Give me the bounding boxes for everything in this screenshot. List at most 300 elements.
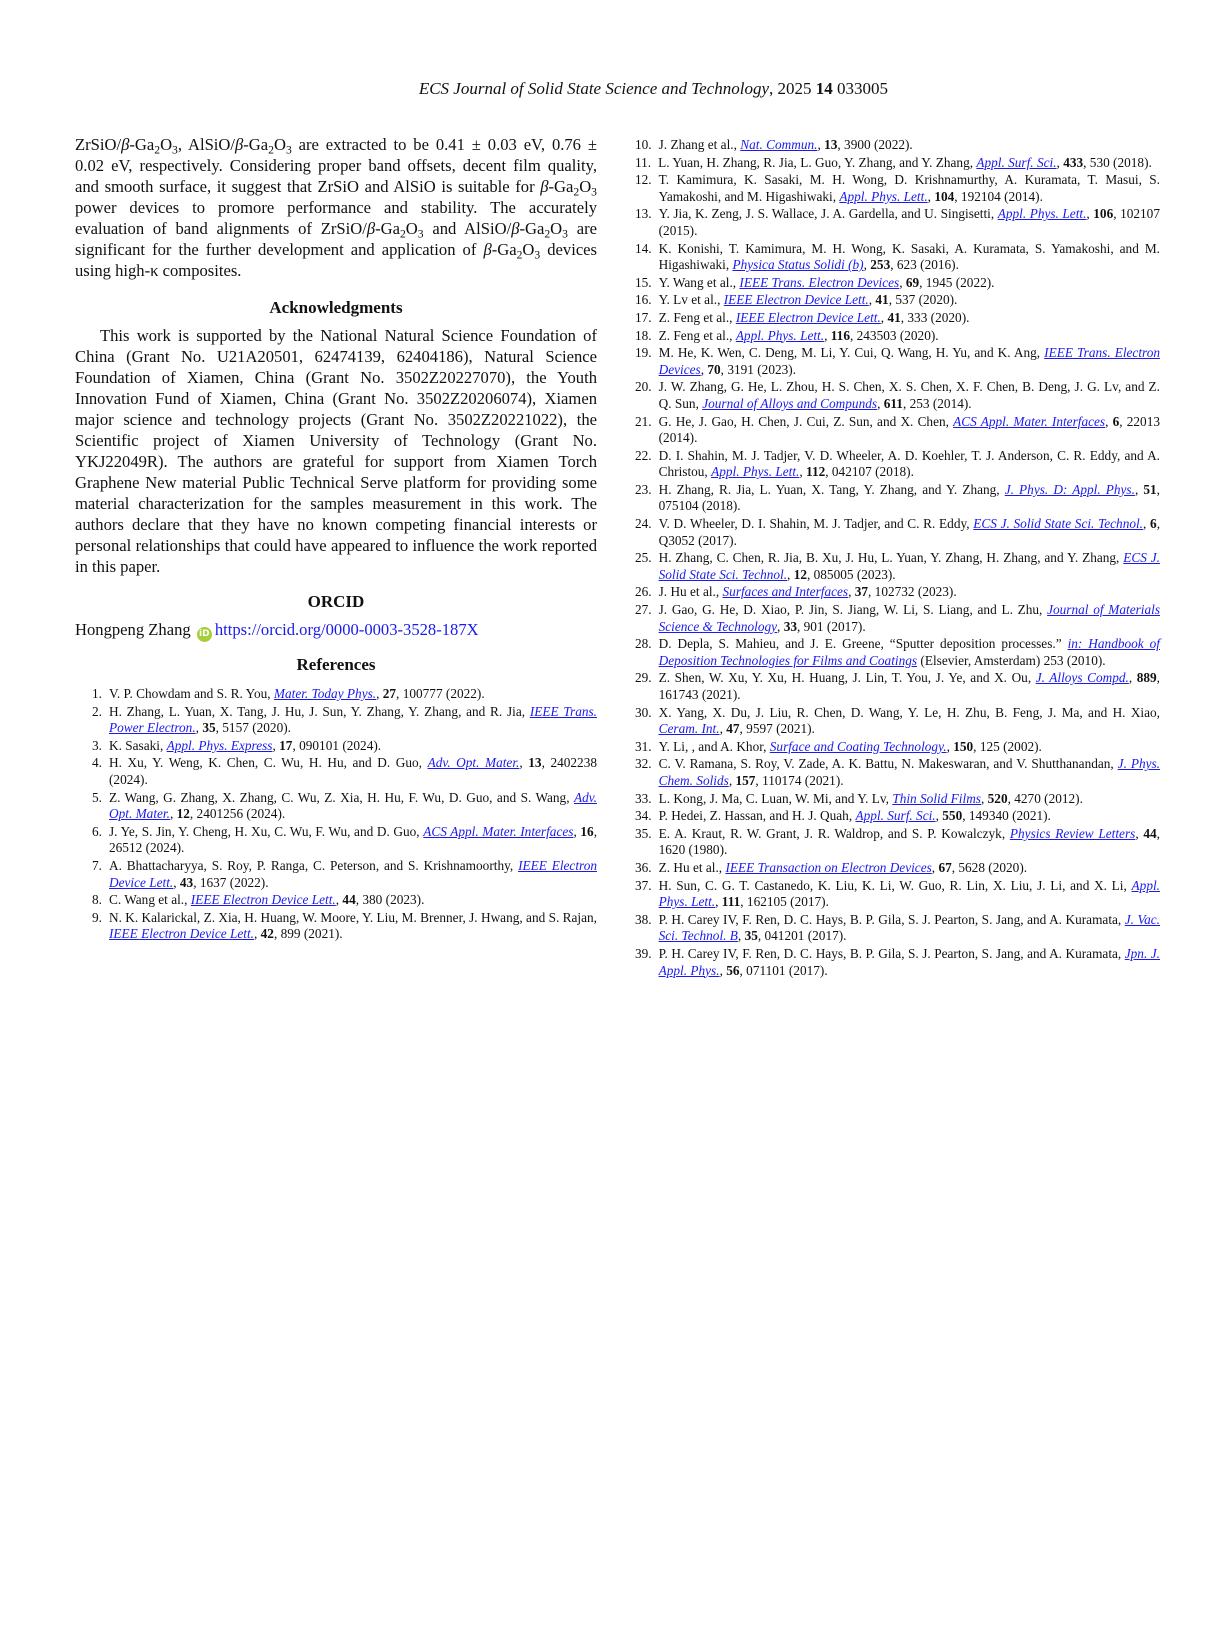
reference-item <box>635 206 1160 239</box>
reference-journal-link[interactable]: Journal of Materials Science & Technology <box>658 602 1160 634</box>
reference-number: 32. <box>635 756 652 772</box>
reference-authors: Y. Lv et al., <box>658 292 724 308</box>
reference-text <box>659 292 1160 309</box>
reference-volume: 44 <box>342 892 356 908</box>
reference-text <box>109 790 597 823</box>
reference-item <box>635 584 1160 601</box>
reference-item <box>635 155 1160 172</box>
reference-authors: K. Konishi, T. Kamimura, M. H. Wong, K. Sasaki, A. Kuramata, S. Yamakoshi, and M. Higashiwaki, <box>658 240 1160 273</box>
reference-number: 2. <box>92 703 102 719</box>
reference-pages-year: , 102107 (2015). <box>658 206 1160 238</box>
reference-authors: Y. Wang et al., <box>658 274 740 290</box>
reference-number: 28. <box>635 636 652 652</box>
reference-pages-year: , 192104 (2014). <box>954 188 1043 204</box>
reference-number: 18. <box>635 327 652 343</box>
reference-separator: , <box>1105 413 1113 429</box>
reference-number: 34. <box>635 808 652 824</box>
reference-pages-year: , 380 (2023). <box>355 892 425 908</box>
reference-volume: 104 <box>934 188 955 204</box>
reference-authors: V. P. Chowdam and S. R. You, <box>109 686 274 701</box>
reference-volume: 6 <box>1150 516 1157 532</box>
reference-volume: 70 <box>707 361 721 377</box>
references-title: References <box>296 655 376 674</box>
reference-pages-year: , 899 (2021). <box>273 926 343 942</box>
reference-volume: 550 <box>942 808 963 824</box>
reference-number: 29. <box>635 670 652 686</box>
reference-authors: H. Zhang, C. Chen, R. Jia, B. Xu, J. Hu, L. Yuan, Y. Zhang, H. Zhang, and Y. Zhang, <box>658 550 1124 566</box>
reference-volume: 6 <box>1112 413 1120 429</box>
conclusion-paragraph: ZrSiO/$\beta-Ga_2O_3$, AlSiO/$\beta-Ga_2O_3$ are extracted to be 0.41 ± 0.03 eV, 0.76 ± 0.02 eV, respectively. Considering proper band offsets, decent film quality, and smooth surface, it suggest that ZrSiO and AlSiO is suitable for $\beta-Ga_2O_3$ power devices to promore performance and stability. The accurately evaluation of band alignments of ZrSiO/$\beta-Ga_2O_3$ and AlSiO/$\beta-Ga_2O_3$ are significant for the further development and application of $\beta-Ga_2O_3$ devices using high-κ composites. <box>75 135 598 280</box>
references-list-right <box>635 137 1160 979</box>
reference-journal-link[interactable]: ACS Appl. Mater. Interfaces <box>953 413 1106 429</box>
reference-pages-year: , 110174 (2021). <box>755 772 844 788</box>
reference-number: 25. <box>635 550 652 566</box>
reference-separator: , <box>728 772 736 788</box>
reference-authors: Z. Shen, W. Xu, Y. Xu, H. Huang, J. Lin, T. You, J. Ye, and X. Ou, <box>658 670 1036 686</box>
journal-year: , 2025 <box>769 79 816 98</box>
reference-journal-link[interactable]: ECS J. Solid State Sci. Technol. <box>658 550 1160 582</box>
reference-volume: 116 <box>830 327 850 343</box>
reference-text <box>109 755 597 788</box>
reference-number: 39. <box>635 945 652 961</box>
reference-pages-year: , 253 (2014). <box>902 395 972 411</box>
reference-journal-link[interactable]: Jpn. J. Appl. Phys. <box>658 945 1160 978</box>
reference-journal-link[interactable]: IEEE Electron Device Lett. <box>109 926 254 942</box>
reference-volume: 106 <box>1093 206 1114 222</box>
reference-authors: J. Hu et al., <box>658 584 723 600</box>
reference-item <box>75 755 597 788</box>
reference-journal-link[interactable]: IEEE Electron Device Lett. <box>109 857 597 890</box>
reference-separator: , <box>253 926 261 942</box>
reference-journal-link[interactable]: Adv. Opt. Mater. <box>427 755 520 771</box>
reference-volume: 33 <box>783 618 797 634</box>
reference-separator: , <box>935 808 943 824</box>
reference-text <box>659 414 1160 447</box>
reference-text <box>659 670 1160 703</box>
conclusion-text-1: are extracted to be 0.41 ± 0.03 eV, 0.76 ± 0.02 eV, respectively. Considering proper band offsets, decent film quality, and smooth surface, it suggest that ZrSiO and AlSiO is suitable for <box>75 135 597 196</box>
reference-pages-year: , 1945 (2022). <box>919 274 995 290</box>
reference-item <box>635 636 1160 669</box>
reference-journal-link[interactable]: Appl. Phys. Lett. <box>711 464 800 480</box>
reference-separator: , <box>335 892 343 908</box>
reference-number: 15. <box>635 274 652 290</box>
reference-journal-link[interactable]: IEEE Electron Device Lett. <box>723 292 869 308</box>
reference-volume: 43 <box>179 874 194 890</box>
reference-text <box>659 860 1160 877</box>
reference-pages-year: , 041201 (2017). <box>757 928 847 944</box>
reference-item <box>75 824 597 857</box>
reference-item <box>635 137 1160 154</box>
reference-text <box>659 241 1160 274</box>
reference-number: 22. <box>635 447 652 463</box>
reference-volume: 611 <box>883 395 903 411</box>
reference-pages-year: , Q3052 (2017). <box>658 516 1161 548</box>
reference-authors: P. H. Carey IV, F. Ren, D. C. Hays, B. P. Gila, S. J. Pearton, S. Jang, and A. Kuramata, <box>658 911 1125 927</box>
reference-volume: 51 <box>1143 481 1157 497</box>
reference-journal-link[interactable]: Surface and Coating Technology. <box>769 738 947 754</box>
reference-authors: G. He, J. Gao, H. Chen, J. Cui, Z. Sun, and X. Chen, <box>658 413 954 429</box>
reference-text <box>109 738 597 755</box>
article-number: 033005 <box>832 79 888 98</box>
reference-separator: , <box>719 721 727 737</box>
reference-text <box>659 379 1160 412</box>
reference-item <box>635 756 1160 789</box>
reference-separator: , <box>376 686 383 701</box>
reference-separator: , <box>824 327 831 343</box>
reference-volume: 12 <box>176 806 190 822</box>
reference-text <box>109 910 597 943</box>
reference-item <box>75 704 597 737</box>
reference-authors: A. Bhattacharyya, S. Roy, P. Ranga, C. Peterson, and S. Krishnamoorthy, <box>109 857 519 873</box>
reference-separator: , <box>519 755 529 771</box>
reference-number: 12. <box>635 172 652 188</box>
reference-pages-year: , 2401256 (2024). <box>189 806 286 822</box>
reference-number: 11. <box>635 154 652 170</box>
reference-item <box>635 516 1160 549</box>
reference-separator: , <box>868 292 876 308</box>
reference-item <box>635 310 1160 327</box>
reference-journal-link[interactable]: ACS Appl. Mater. Interfaces <box>423 823 574 839</box>
reference-volume: 112 <box>806 464 826 480</box>
reference-journal-link[interactable]: Ceram. Int. <box>658 721 720 737</box>
reference-authors: M. He, K. Wen, C. Deng, M. Li, Y. Cui, Q. Wang, H. Yu, and K. Ang, <box>658 345 1045 361</box>
reference-separator: , <box>946 738 954 754</box>
reference-authors: P. H. Carey IV, F. Ren, D. C. Hays, B. P. Gila, S. J. Pearton, S. Jang, and A. Kuramata, <box>658 945 1125 961</box>
reference-item <box>635 172 1160 205</box>
reference-separator: , <box>1128 670 1137 686</box>
reference-volume: 13 <box>824 137 838 152</box>
reference-text <box>659 826 1160 859</box>
reference-journal-link[interactable]: IEEE Electron Device Lett. <box>190 892 336 908</box>
reference-pages-year: , 3900 (2022). <box>837 137 913 152</box>
conclusion-text-4: devices using high-κ composites. <box>75 240 598 280</box>
reference-volume: 157 <box>735 772 756 788</box>
reference-pages-year: , 26512 (2024). <box>109 823 598 856</box>
reference-separator: , <box>1143 516 1151 532</box>
reference-item <box>635 448 1160 481</box>
reference-pages-year: , 075104 (2018). <box>658 481 1160 514</box>
reference-authors: H. Sun, C. G. T. Castanedo, K. Liu, K. Li, W. Guo, R. Lin, X. Liu, J. Li, and X. Li, <box>658 877 1132 893</box>
reference-item <box>635 791 1160 808</box>
reference-separator: , <box>787 566 794 582</box>
reference-journal-link[interactable]: J. Alloys Compd. <box>1035 670 1129 686</box>
reference-journal-link[interactable]: J. Vac. Sci. Technol. B <box>658 911 1160 944</box>
reference-separator: , <box>169 806 177 822</box>
reference-item <box>75 910 597 943</box>
reference-separator: , <box>877 395 884 411</box>
reference-pages-year: , 149340 (2021). <box>962 808 1051 824</box>
reference-text <box>659 172 1160 205</box>
orcid-icon: iD <box>197 627 212 642</box>
reference-volume: 37 <box>854 584 869 600</box>
reference-text <box>659 448 1160 481</box>
reference-text <box>659 739 1160 756</box>
reference-number: 6. <box>92 823 102 839</box>
reference-text <box>659 310 1160 327</box>
reference-text <box>658 155 1160 172</box>
reference-authors: Z. Hu et al., <box>658 859 726 875</box>
reference-pages-year: , 22013 (2014). <box>658 413 1161 446</box>
reference-item <box>635 550 1160 583</box>
reference-pages-year: , 4270 (2012). <box>1007 790 1083 806</box>
reference-authors: D. I. Shahin, M. J. Tadjer, V. D. Wheeler, A. D. Koehler, T. J. Anderson, C. R. Eddy, and A. Christou, <box>658 447 1160 480</box>
reference-pages-year: , 3191 (2023). <box>720 361 797 377</box>
reference-authors: C. Wang et al., <box>109 892 191 908</box>
reference-text <box>659 791 1160 808</box>
reference-volume: 889 <box>1136 670 1157 686</box>
reference-number: 36. <box>635 859 652 875</box>
reference-journal-link[interactable]: Physics Review Letters <box>1009 825 1136 841</box>
right-column <box>635 137 1160 980</box>
reference-journal-link[interactable]: IEEE Electron Device Lett. <box>735 309 881 325</box>
reference-pages-year: , 162105 (2017). <box>740 894 829 910</box>
reference-pages-year: , 085005 (2023). <box>806 566 896 582</box>
reference-pages-year: , 1637 (2022). <box>193 874 269 890</box>
reference-text <box>109 892 597 909</box>
reference-item <box>635 912 1160 945</box>
reference-number: 27. <box>635 602 652 618</box>
reference-pages-year: , 243503 (2020). <box>849 327 939 343</box>
reference-pages-year: , 125 (2002). <box>973 738 1042 754</box>
reference-journal-link[interactable]: IEEE Trans. Electron Devices <box>658 345 1160 377</box>
reference-number: 38. <box>635 911 652 927</box>
reference-authors: T. Kamimura, K. Sasaki, M. H. Wong, D. Krishnamurthy, A. Kuramata, T. Masui, S. Yamakoshi, and M. Higashiwaki, <box>658 172 1160 204</box>
reference-journal-link[interactable]: Nat. Commun. <box>740 137 818 152</box>
reference-item <box>75 892 597 909</box>
reference-number: 33. <box>635 790 652 806</box>
reference-text <box>659 584 1160 601</box>
reference-authors: H. Xu, Y. Weng, K. Chen, C. Wu, H. Hu, and D. Guo, <box>109 755 428 771</box>
reference-pages-year: , 090101 (2024). <box>292 737 382 753</box>
reference-separator: , <box>1056 154 1064 170</box>
reference-pages-year: , 5628 (2020). <box>951 859 1028 875</box>
reference-volume: 17 <box>279 737 293 753</box>
reference-pages-year: , 5157 (2020). <box>215 720 291 736</box>
reference-authors: V. D. Wheeler, D. I. Shahin, M. J. Tadjer, and C. R. Eddy, <box>658 516 974 532</box>
reference-authors: H. Zhang, L. Yuan, X. Tang, J. Hu, J. Sun, Y. Zhang, Y. Zhang, and R. Jia, <box>109 703 530 719</box>
reference-pages-year: , 537 (2020). <box>888 292 958 308</box>
reference-number: 37. <box>635 877 652 893</box>
reference-journal-link[interactable]: Physica Status Solidi (b) <box>732 257 864 273</box>
reference-authors: X. Yang, X. Du, J. Liu, R. Chen, D. Wang, Y. Le, H. Zhu, B. Feng, J. Ma, and H. Xiao, <box>658 704 1160 720</box>
reference-number: 26. <box>635 584 652 600</box>
reference-number: 9. <box>92 909 102 925</box>
reference-authors: H. Zhang, R. Jia, L. Yuan, X. Tang, Y. Zhang, and Y. Zhang, <box>658 481 1005 497</box>
reference-authors: C. V. Ramana, S. Roy, V. Zade, A. K. Battu, N. Makeswaran, and V. Shutthanandan, <box>658 756 1118 772</box>
reference-volume: 42 <box>260 926 274 942</box>
reference-item <box>635 826 1160 859</box>
reference-volume: 150 <box>953 738 974 754</box>
reference-separator: , <box>899 274 906 290</box>
reference-text <box>659 878 1160 911</box>
reference-journal-link[interactable]: Appl. Phys. Express <box>166 737 273 753</box>
reference-pages-year: , 071101 (2017). <box>739 962 828 978</box>
reference-volume: 253 <box>870 257 891 273</box>
reference-separator: , <box>700 361 708 377</box>
reference-separator: , <box>719 962 727 978</box>
reference-separator: , <box>799 464 807 480</box>
orcid-link[interactable]: https://orcid.org/0000-0003-3528-187X <box>214 620 479 639</box>
reference-item <box>75 686 597 703</box>
journal-volume: 14 <box>815 79 833 98</box>
reference-authors: Z. Feng et al., <box>658 309 736 325</box>
reference-authors: P. Hedei, Z. Hassan, and H. J. Quah, <box>658 808 856 824</box>
reference-text <box>109 704 597 737</box>
reference-journal-link[interactable]: J. Phys. D: Appl. Phys. <box>1004 481 1135 497</box>
reference-item <box>75 790 597 823</box>
reference-authors: K. Sasaki, <box>109 737 167 753</box>
conclusion-and: and <box>432 219 457 238</box>
reference-separator: , <box>737 928 745 944</box>
reference-number: 10. <box>635 137 652 152</box>
reference-text <box>659 482 1160 515</box>
reference-separator: , <box>195 720 203 736</box>
reference-item <box>635 328 1160 345</box>
reference-journal-link[interactable]: ECS J. Solid State Sci. Technol. <box>973 516 1144 532</box>
reference-number: 31. <box>635 738 652 754</box>
reference-text <box>659 206 1160 239</box>
orcid-author-name: Hongpeng Zhang <box>75 620 191 639</box>
reference-separator: , <box>980 790 988 806</box>
acknowledgments-text: This work is supported by the National Natural Science Foundation of China (Grant No. U21A20501, 62474139, 62404186), Natural Science Foundation of Xiamen, China (Grant No. 3502Z20227070), the Youth Innovation Fund of Xiamen, China (Grant No. 3502Z20206074), Xiamen major science and technology projects (Grant No. 3502Z20221022), the Scientific project of Xiamen University of Technology (Grant No. YKJ22049R). The authors are grateful for support from Xiamen Torch Graphene New material Public Technical Serve platform for providing some material characterization for the samples measurement in this work. The authors declare that they have no known competing financial interests or personal relationships that could have appeared to influence the work reported in this paper. <box>75 326 597 576</box>
acknowledgments-title: Acknowledgments <box>269 298 403 317</box>
reference-journal-link[interactable]: Appl. Phys. Lett. <box>658 877 1160 910</box>
reference-volume: 13 <box>528 755 542 771</box>
reference-item <box>635 292 1160 309</box>
reference-number: 21. <box>635 413 652 429</box>
reference-authors: L. Kong, J. Ma, C. Luan, W. Mi, and Y. Lv, <box>658 790 893 806</box>
references-list-left <box>75 686 597 943</box>
reference-journal-link[interactable]: Mater. Today Phys. <box>273 686 377 701</box>
reference-item <box>75 738 597 755</box>
reference-separator: , <box>848 584 855 600</box>
reference-authors: Z. Wang, G. Zhang, X. Zhang, C. Wu, Z. Xia, H. Hu, F. Wu, D. Guo, and S. Wang, <box>109 789 574 805</box>
reference-text <box>109 686 597 703</box>
reference-authors: D. Depla, S. Mahieu, and J. E. Greene, “Sputter deposition processes.” <box>658 636 1068 652</box>
reference-pages-year: , 623 (2016). <box>890 257 959 273</box>
reference-volume: 27 <box>382 686 397 701</box>
reference-authors: Z. Feng et al., <box>658 327 736 343</box>
reference-separator: , <box>573 823 581 839</box>
reference-text <box>659 636 1160 669</box>
reference-authors: N. K. Kalarickal, Z. Xia, H. Huang, W. Moore, Y. Liu, M. Brenner, J. Hwang, and S. Rajan, <box>109 909 597 925</box>
reference-authors: J. Ye, S. Jin, Y. Cheng, H. Xu, C. Wu, F. Wu, and D. Guo, <box>109 823 424 839</box>
reference-text <box>109 858 597 891</box>
reference-journal-link[interactable]: Appl. Phys. Lett. <box>839 188 928 204</box>
reference-volume: 111 <box>721 894 741 910</box>
reference-separator: , <box>272 737 280 753</box>
reference-separator: , <box>863 257 871 273</box>
reference-text <box>659 275 1160 292</box>
reference-authors: Y. Li, , and A. Khor, <box>658 738 770 754</box>
reference-separator: , <box>1134 481 1144 497</box>
reference-item <box>635 241 1160 274</box>
reference-text <box>109 824 597 857</box>
reference-journal-link[interactable]: IEEE Trans. Electron Devices <box>739 274 900 290</box>
reference-separator: (Elsevier, Amsterdam) 253 (2010). <box>917 652 1106 668</box>
reference-pages-year: , 901 (2017). <box>796 618 866 634</box>
reference-item <box>635 414 1160 447</box>
reference-item <box>635 482 1160 515</box>
reference-authors: J. Gao, G. He, D. Xiao, P. Jin, S. Jiang, W. Li, S. Liang, and L. Zhu, <box>658 602 1048 618</box>
reference-text <box>659 946 1160 979</box>
reference-separator: , <box>880 309 888 325</box>
conclusion-text-2: power devices to promore performance and stability. The accurately evaluation of band alignments of <box>75 198 597 238</box>
reference-text <box>659 756 1160 789</box>
reference-item <box>635 860 1160 877</box>
reference-item <box>635 670 1160 703</box>
reference-item <box>635 345 1160 378</box>
reference-item <box>635 705 1160 738</box>
reference-text <box>659 602 1160 635</box>
reference-volume: 44 <box>1143 825 1157 841</box>
reference-item <box>635 946 1160 979</box>
reference-journal-link[interactable]: Thin Solid Films <box>892 790 981 806</box>
reference-journal-link[interactable]: IEEE Trans. Power Electron. <box>109 703 597 736</box>
reference-text <box>659 328 1160 345</box>
reference-item <box>635 808 1160 825</box>
reference-journal-link[interactable]: Journal of Alloys and Compunds <box>702 395 878 411</box>
reference-journal-link[interactable]: J. Phys. Chem. Solids <box>658 756 1160 788</box>
reference-separator: , <box>817 137 825 152</box>
reference-journal-link[interactable]: Surfaces and Interfaces <box>722 584 849 600</box>
reference-pages-year: , 9597 (2021). <box>739 721 815 737</box>
reference-journal-link[interactable]: Appl. Phys. Lett. <box>735 327 825 343</box>
reference-separator: , <box>715 894 722 910</box>
reference-number: 7. <box>92 857 102 873</box>
reference-volume: 41 <box>875 292 889 308</box>
reference-number: 8. <box>92 892 102 908</box>
reference-volume: 16 <box>580 823 594 839</box>
running-header <box>0 78 888 100</box>
reference-number: 24. <box>635 516 652 532</box>
reference-number: 13. <box>635 206 652 222</box>
reference-volume: 41 <box>887 309 901 325</box>
reference-volume: 56 <box>726 962 740 978</box>
reference-separator: , <box>1086 206 1094 222</box>
reference-authors: J. W. Zhang, G. He, L. Zhou, H. S. Chen, X. S. Chen, X. F. Chen, B. Deng, J. G. Lv, and Z. Q. Sun, <box>658 379 1160 411</box>
reference-number: 1. <box>92 686 102 701</box>
reference-journal-link[interactable]: Adv. Opt. Mater. <box>109 789 597 822</box>
reference-journal-link[interactable]: in: Handbook of Deposition Technologies for Films and Coatings <box>658 636 1160 668</box>
reference-volume: 35 <box>744 928 758 944</box>
reference-journal-link[interactable]: IEEE Transaction on Electron Devices <box>725 859 932 875</box>
reference-journal-link[interactable]: Appl. Phys. Lett. <box>997 206 1087 222</box>
reference-number: 3. <box>92 737 102 753</box>
reference-pages-year: , 100777 (2022). <box>396 686 485 701</box>
reference-item <box>635 275 1160 292</box>
reference-number: 23. <box>635 481 652 497</box>
reference-text <box>659 912 1160 945</box>
reference-pages-year: , 102732 (2023). <box>868 584 957 600</box>
reference-volume: 12 <box>793 566 807 582</box>
reference-text <box>659 516 1160 549</box>
reference-volume: 47 <box>726 721 740 737</box>
reference-volume: 433 <box>1063 154 1084 170</box>
reference-text <box>659 808 1160 825</box>
journal-name: ECS Journal of Solid State Science and Technology <box>418 79 769 98</box>
reference-separator: , <box>1135 825 1144 841</box>
reference-journal-link[interactable]: Appl. Surf. Sci. <box>855 808 936 824</box>
reference-item <box>635 379 1160 412</box>
reference-journal-link[interactable]: Appl. Surf. Sci. <box>976 154 1057 170</box>
reference-pages-year: , 2402238 (2024). <box>109 755 597 787</box>
reference-text <box>659 345 1160 378</box>
reference-separator: , <box>777 618 784 634</box>
reference-volume: 69 <box>905 274 920 290</box>
reference-authors: E. A. Kraut, R. W. Grant, J. R. Waldrop, and S. P. Kowalczyk, <box>658 825 1010 841</box>
reference-number: 35. <box>635 825 652 841</box>
